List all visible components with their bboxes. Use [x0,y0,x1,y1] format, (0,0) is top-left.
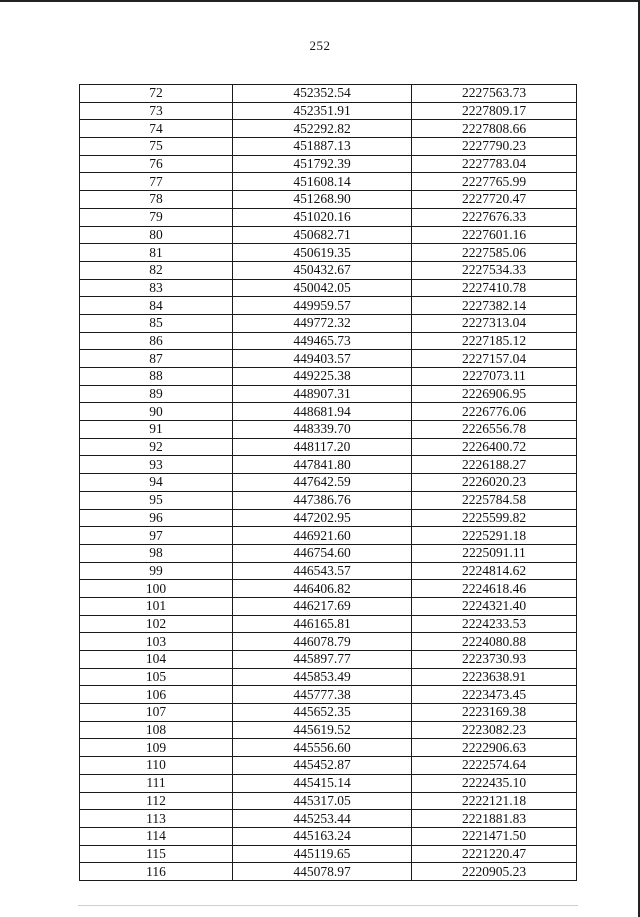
y-coordinate-cell: 2227720.47 [412,191,577,209]
x-coordinate-cell: 450682.71 [233,226,412,244]
x-coordinate-cell: 449225.38 [233,368,412,386]
y-coordinate-cell: 2227783.04 [412,155,577,173]
table-row [80,757,577,775]
y-coordinate-cell: 2223730.93 [412,651,577,669]
table-row [80,456,577,474]
coordinates-table-body [80,85,577,881]
point-number-cell: 113 [80,810,233,828]
point-number-cell: 83 [80,279,233,297]
point-number-cell: 82 [80,261,233,279]
point-number-cell: 110 [80,757,233,775]
point-number-cell: 86 [80,332,233,350]
x-coordinate-cell: 445777.38 [233,686,412,704]
table-row [80,350,577,368]
table-row [80,774,577,792]
table-row [80,651,577,669]
point-number-cell: 80 [80,226,233,244]
table-row [80,385,577,403]
point-number-cell: 90 [80,403,233,421]
y-coordinate-cell: 2227534.33 [412,261,577,279]
table-row [80,668,577,686]
point-number-cell: 93 [80,456,233,474]
y-coordinate-cell: 2221471.50 [412,827,577,845]
x-coordinate-cell: 447386.76 [233,491,412,509]
x-coordinate-cell: 445853.49 [233,668,412,686]
point-number-cell: 88 [80,368,233,386]
table-row [80,615,577,633]
table-row [80,845,577,863]
y-coordinate-cell: 2222574.64 [412,757,577,775]
point-number-cell: 76 [80,155,233,173]
y-coordinate-cell: 2224233.53 [412,615,577,633]
page-number: 252 [309,38,331,53]
table-row [80,544,577,562]
y-coordinate-cell: 2224321.40 [412,597,577,615]
y-coordinate-cell: 2221881.83 [412,810,577,828]
x-coordinate-cell: 450432.67 [233,261,412,279]
point-number-cell: 107 [80,704,233,722]
y-coordinate-cell: 2226400.72 [412,438,577,456]
y-coordinate-cell: 2220905.23 [412,863,577,881]
x-coordinate-cell: 445078.97 [233,863,412,881]
x-coordinate-cell: 451268.90 [233,191,412,209]
point-number-cell: 115 [80,845,233,863]
y-coordinate-cell: 2224618.46 [412,580,577,598]
x-coordinate-cell: 448339.70 [233,421,412,439]
table-row [80,810,577,828]
x-coordinate-cell: 450619.35 [233,244,412,262]
point-number-cell: 94 [80,474,233,492]
table-row [80,208,577,226]
table-row [80,314,577,332]
table-row [80,332,577,350]
table-row [80,173,577,191]
x-coordinate-cell: 445556.60 [233,739,412,757]
table-row [80,597,577,615]
point-number-cell: 84 [80,297,233,315]
table-row [80,226,577,244]
x-coordinate-cell: 451608.14 [233,173,412,191]
y-coordinate-cell: 2226020.23 [412,474,577,492]
table-row [80,244,577,262]
x-coordinate-cell: 448681.94 [233,403,412,421]
point-number-cell: 77 [80,173,233,191]
x-coordinate-cell: 446921.60 [233,527,412,545]
table-row [80,438,577,456]
point-number-cell: 79 [80,208,233,226]
y-coordinate-cell: 2226906.95 [412,385,577,403]
point-number-cell: 85 [80,314,233,332]
x-coordinate-cell: 446078.79 [233,633,412,651]
table-row [80,191,577,209]
table-row [80,491,577,509]
x-coordinate-cell: 445452.87 [233,757,412,775]
y-coordinate-cell: 2227563.73 [412,85,577,103]
y-coordinate-cell: 2227382.14 [412,297,577,315]
x-coordinate-cell: 445652.35 [233,704,412,722]
table-row [80,297,577,315]
table-row [80,527,577,545]
x-coordinate-cell: 452351.91 [233,102,412,120]
point-number-cell: 105 [80,668,233,686]
x-coordinate-cell: 446406.82 [233,580,412,598]
point-number-cell: 91 [80,421,233,439]
y-coordinate-cell: 2227073.11 [412,368,577,386]
point-number-cell: 100 [80,580,233,598]
y-coordinate-cell: 2221220.47 [412,845,577,863]
x-coordinate-cell: 447642.59 [233,474,412,492]
scan-edge-top [0,0,640,2]
x-coordinate-cell: 446217.69 [233,597,412,615]
x-coordinate-cell: 449403.57 [233,350,412,368]
table-row [80,863,577,881]
y-coordinate-cell: 2227808.66 [412,120,577,138]
table-row [80,421,577,439]
point-number-cell: 116 [80,863,233,881]
point-number-cell: 108 [80,721,233,739]
y-coordinate-cell: 2223082.23 [412,721,577,739]
x-coordinate-cell: 449959.57 [233,297,412,315]
point-number-cell: 72 [80,85,233,103]
table-row [80,704,577,722]
y-coordinate-cell: 2227765.99 [412,173,577,191]
y-coordinate-cell: 2222121.18 [412,792,577,810]
x-coordinate-cell: 448117.20 [233,438,412,456]
x-coordinate-cell: 451887.13 [233,138,412,156]
y-coordinate-cell: 2222906.63 [412,739,577,757]
x-coordinate-cell: 445897.77 [233,651,412,669]
y-coordinate-cell: 2227790.23 [412,138,577,156]
point-number-cell: 92 [80,438,233,456]
x-coordinate-cell: 445415.14 [233,774,412,792]
y-coordinate-cell: 2225291.18 [412,527,577,545]
table-row [80,633,577,651]
y-coordinate-cell: 2227585.06 [412,244,577,262]
table-row [80,580,577,598]
y-coordinate-cell: 2225784.58 [412,491,577,509]
point-number-cell: 104 [80,651,233,669]
x-coordinate-cell: 446165.81 [233,615,412,633]
x-coordinate-cell: 447841.80 [233,456,412,474]
bottom-rule [78,905,578,906]
x-coordinate-cell: 446754.60 [233,544,412,562]
y-coordinate-cell: 2227809.17 [412,102,577,120]
y-coordinate-cell: 2226556.78 [412,421,577,439]
y-coordinate-cell: 2223473.45 [412,686,577,704]
y-coordinate-cell: 2227676.33 [412,208,577,226]
table-row [80,368,577,386]
x-coordinate-cell: 452352.54 [233,85,412,103]
x-coordinate-cell: 446543.57 [233,562,412,580]
point-number-cell: 97 [80,527,233,545]
x-coordinate-cell: 447202.95 [233,509,412,527]
point-number-cell: 87 [80,350,233,368]
x-coordinate-cell: 445619.52 [233,721,412,739]
y-coordinate-cell: 2227157.04 [412,350,577,368]
y-coordinate-cell: 2224080.88 [412,633,577,651]
table-row [80,138,577,156]
x-coordinate-cell: 448907.31 [233,385,412,403]
y-coordinate-cell: 2223638.91 [412,668,577,686]
y-coordinate-cell: 2226188.27 [412,456,577,474]
point-number-cell: 109 [80,739,233,757]
point-number-cell: 95 [80,491,233,509]
x-coordinate-cell: 445253.44 [233,810,412,828]
table-row [80,721,577,739]
point-number-cell: 74 [80,120,233,138]
x-coordinate-cell: 449772.32 [233,314,412,332]
point-number-cell: 78 [80,191,233,209]
y-coordinate-cell: 2227313.04 [412,314,577,332]
table-row [80,827,577,845]
x-coordinate-cell: 445119.65 [233,845,412,863]
table-row [80,403,577,421]
x-coordinate-cell: 450042.05 [233,279,412,297]
table-row [80,279,577,297]
point-number-cell: 103 [80,633,233,651]
y-coordinate-cell: 2224814.62 [412,562,577,580]
point-number-cell: 101 [80,597,233,615]
y-coordinate-cell: 2223169.38 [412,704,577,722]
table-row [80,155,577,173]
table-row [80,261,577,279]
y-coordinate-cell: 2225599.82 [412,509,577,527]
point-number-cell: 89 [80,385,233,403]
point-number-cell: 102 [80,615,233,633]
x-coordinate-cell: 449465.73 [233,332,412,350]
point-number-cell: 111 [80,774,233,792]
table-row [80,739,577,757]
x-coordinate-cell: 451792.39 [233,155,412,173]
point-number-cell: 106 [80,686,233,704]
table-row [80,686,577,704]
x-coordinate-cell: 452292.82 [233,120,412,138]
table-row [80,474,577,492]
x-coordinate-cell: 451020.16 [233,208,412,226]
y-coordinate-cell: 2226776.06 [412,403,577,421]
coordinates-table [79,84,577,881]
point-number-cell: 81 [80,244,233,262]
point-number-cell: 99 [80,562,233,580]
x-coordinate-cell: 445317.05 [233,792,412,810]
table-row [80,102,577,120]
table-row [80,509,577,527]
y-coordinate-cell: 2227185.12 [412,332,577,350]
point-number-cell: 98 [80,544,233,562]
table-row [80,120,577,138]
point-number-cell: 73 [80,102,233,120]
y-coordinate-cell: 2227410.78 [412,279,577,297]
table-row [80,562,577,580]
y-coordinate-cell: 2227601.16 [412,226,577,244]
point-number-cell: 75 [80,138,233,156]
x-coordinate-cell: 445163.24 [233,827,412,845]
table-row [80,792,577,810]
y-coordinate-cell: 2225091.11 [412,544,577,562]
y-coordinate-cell: 2222435.10 [412,774,577,792]
point-number-cell: 114 [80,827,233,845]
point-number-cell: 112 [80,792,233,810]
point-number-cell: 96 [80,509,233,527]
table-row [80,85,577,103]
